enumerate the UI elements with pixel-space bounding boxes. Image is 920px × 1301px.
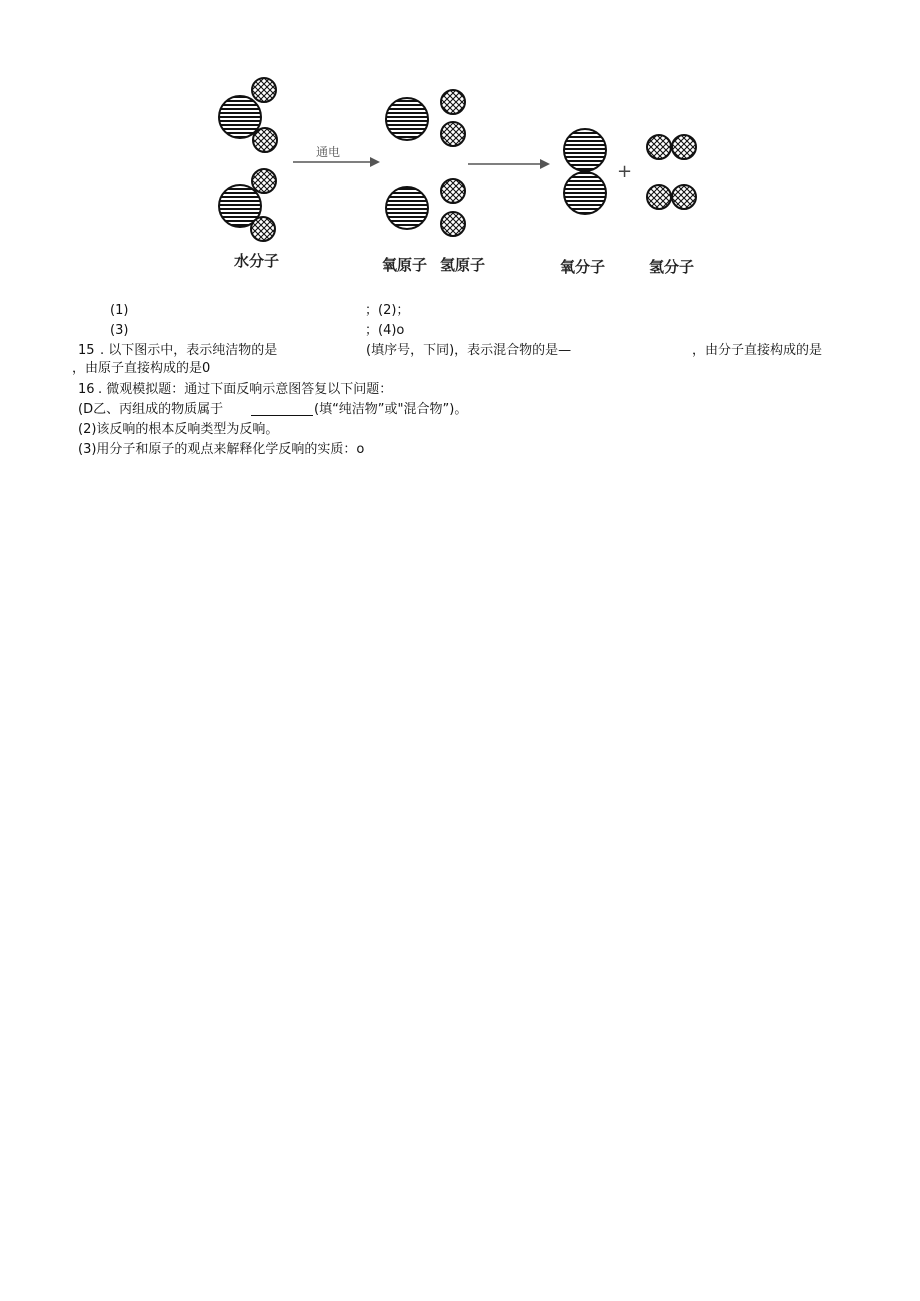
q16-sub3: (3)用分子和原子的观点来解释化学反响的实质：o (78, 442, 365, 457)
q15-part1: . 以下图示中，表示纯洁物的是 (100, 343, 278, 358)
label-water-molecule: 水分子 (234, 252, 280, 270)
q16-intro: . 微观模拟题：通过下面反响示意图答复以下问题： (98, 382, 393, 397)
q15-number: 15 (78, 343, 95, 358)
q15-line2: ，由原子直接构成的是0 (72, 361, 211, 376)
q15-part2: (填序号，下同)，表示混合物的是— (366, 343, 572, 358)
label-hydrogen-atom: 氢原子 (440, 256, 486, 274)
q16-sub2: (2)该反响的根本反响类型为反响。 (78, 422, 279, 437)
reaction-arrow (468, 159, 550, 169)
q16-number: 16 (78, 382, 95, 397)
q15-part3: ，由分子直接构成的是 (692, 343, 823, 358)
label-oxygen-atom: 氧原子 (382, 256, 428, 274)
hydrogen-molecules (647, 135, 696, 209)
answer-1: (1) (110, 303, 129, 318)
electrolysis-diagram (0, 0, 920, 290)
water-molecule-top (219, 78, 277, 152)
q16-sub1-a: (D乙、丙组成的物质属于 (78, 402, 224, 417)
q16-sub1-b: (填“纯洁物”或"混合物”)。 (314, 402, 468, 417)
separated-atoms (386, 90, 465, 236)
plus-sign: + (617, 161, 633, 182)
answer-4: ；(4)o (365, 323, 405, 338)
water-molecule-bottom (219, 169, 276, 241)
oxygen-molecule (564, 129, 606, 214)
arrow-label: 通电 (316, 145, 341, 159)
electrolysis-arrow (293, 144, 380, 167)
label-oxygen-molecule: 氧分子 (560, 258, 606, 276)
answer-2: ；(2)； (365, 303, 410, 318)
q16-blank[interactable] (251, 402, 313, 416)
label-hydrogen-molecule: 氢分子 (649, 258, 695, 276)
answer-3: (3) (110, 323, 129, 338)
